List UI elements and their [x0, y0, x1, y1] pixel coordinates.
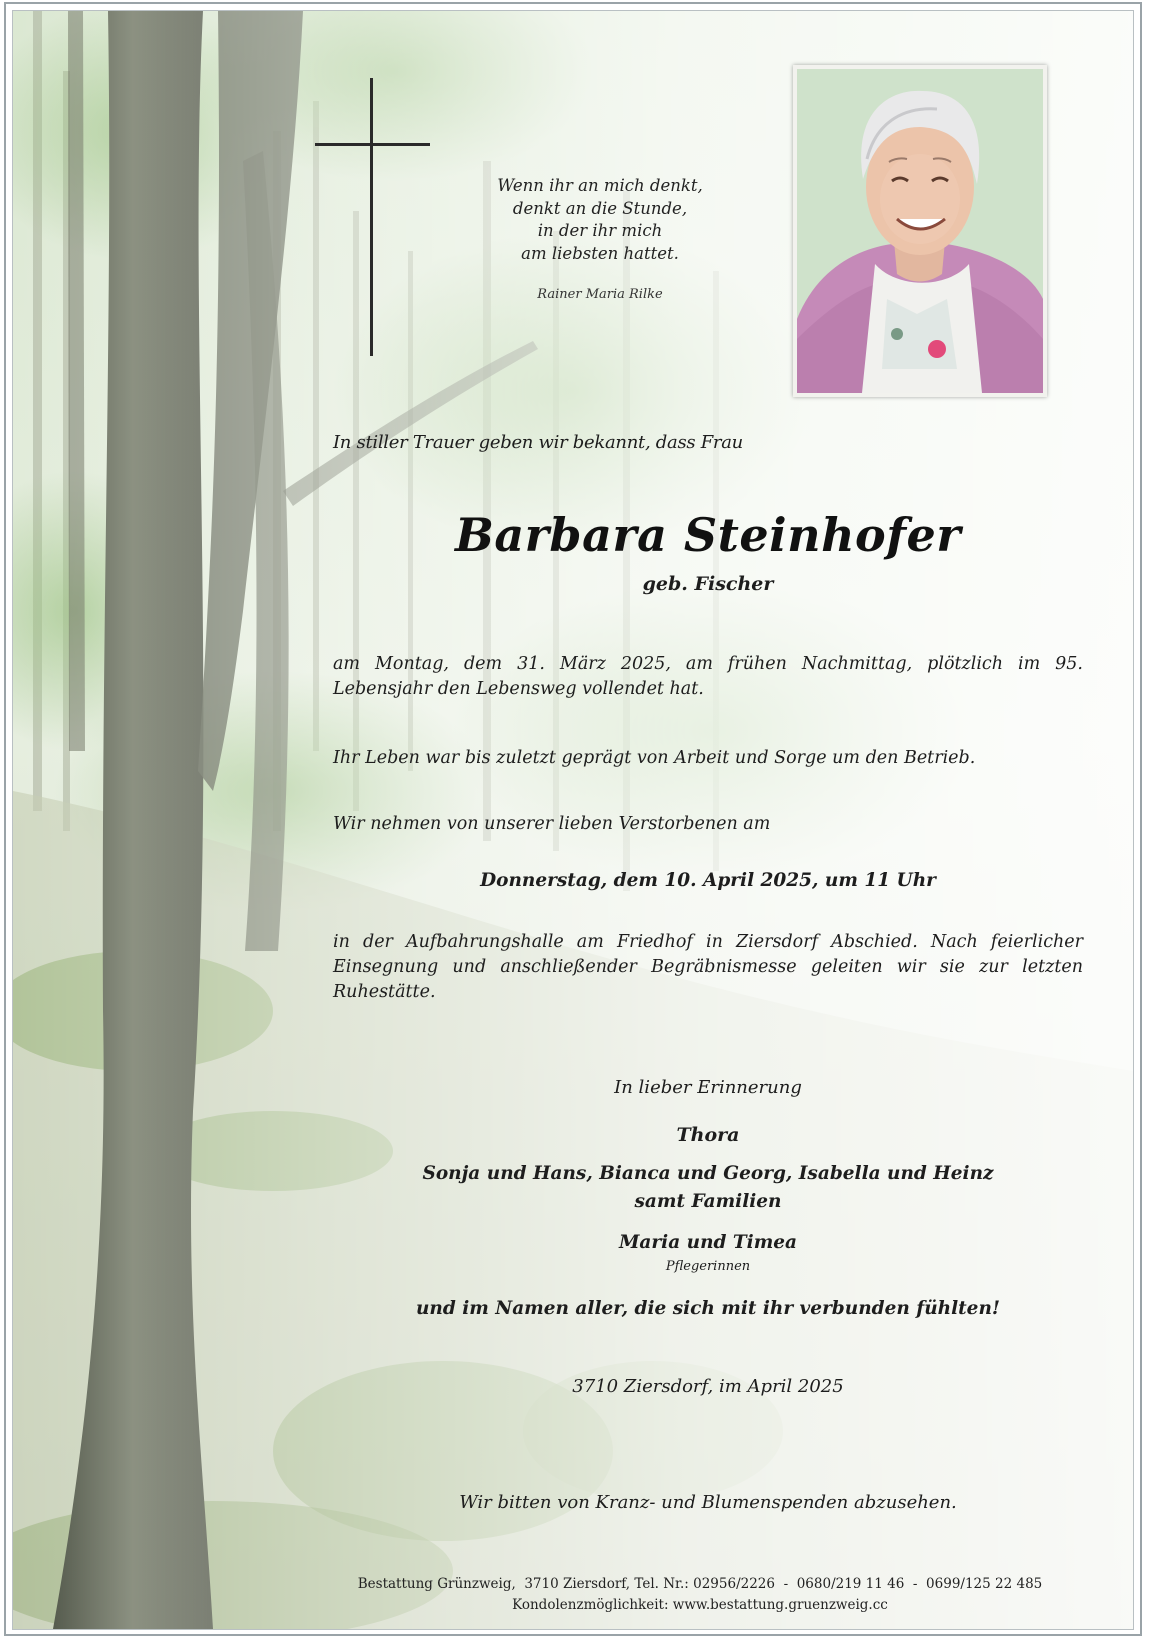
mourner-subline: Pflegerinnen — [665, 1259, 751, 1274]
footer-contact: Bestattung Grünzweig, 3710 Ziersdorf, Tel. Nr.: 02956/2226 - 0680/219 11 46 - 0699/125 22 485 — [357, 1576, 1043, 1592]
portrait-icon — [797, 69, 1043, 393]
paragraph-death: am Montag, dem 31. März 2025, am frühen Nachmittag, plötzlich im 95. Lebensjahr den Lebensweg vollendet hat. — [333, 654, 1083, 699]
mourners-heading: In lieber Erinnerung — [614, 1077, 802, 1098]
mourner-line: samt Familien — [634, 1191, 782, 1212]
poem-line: am liebsten hattet. — [521, 243, 679, 263]
cross-icon-vertical — [370, 78, 373, 356]
mourner-line: Thora — [676, 1124, 740, 1146]
intro-text: In stiller Trauer geben wir bekannt, dass Frau — [333, 432, 743, 453]
place-date: 3710 Ziersdorf, im April 2025 — [572, 1376, 844, 1397]
deceased-name: Barbara Steinhofer — [454, 508, 961, 562]
mourner-line: Sonja und Hans, Bianca und Georg, Isabella und Heinz — [422, 1163, 994, 1184]
poem-line: in der ihr mich — [537, 221, 663, 240]
poem-line: denkt an die Stunde, — [512, 198, 688, 218]
mourner-line: Maria und Timea — [618, 1232, 798, 1253]
flower-request: Wir bitten von Kranz- und Blumenspenden abzusehen. — [459, 1492, 957, 1513]
maiden-name: geb. Fischer — [642, 573, 774, 595]
portrait-photo — [793, 65, 1047, 397]
closing-line: und im Namen aller, die sich mit ihr verbunden fühlten! — [415, 1298, 1001, 1319]
poem-author: Rainer Maria Rilke — [537, 287, 663, 302]
footer-condolence: Kondolenzmöglichkeit: www.bestattung.gruenzweig.cc — [512, 1597, 888, 1613]
farewell-date: Donnerstag, dem 10. April 2025, um 11 Uhr — [480, 870, 936, 891]
paragraph-ceremony: in der Aufbahrungshalle am Friedhof in Ziersdorf Abschied. Nach feierlicher Einsegnung und anschließender Begräbnismesse geleiten wir sie zur letzten Ruhestätte. — [333, 932, 1083, 1002]
cross-icon-horizontal — [315, 143, 430, 146]
poem — [470, 175, 730, 265]
poem-line: Wenn ihr an mich denkt, — [497, 176, 703, 195]
paragraph-life: Ihr Leben war bis zuletzt geprägt von Arbeit und Sorge um den Betrieb. — [333, 748, 976, 768]
paragraph-farewell-intro: Wir nehmen von unserer lieben Verstorbenen am — [333, 814, 771, 834]
